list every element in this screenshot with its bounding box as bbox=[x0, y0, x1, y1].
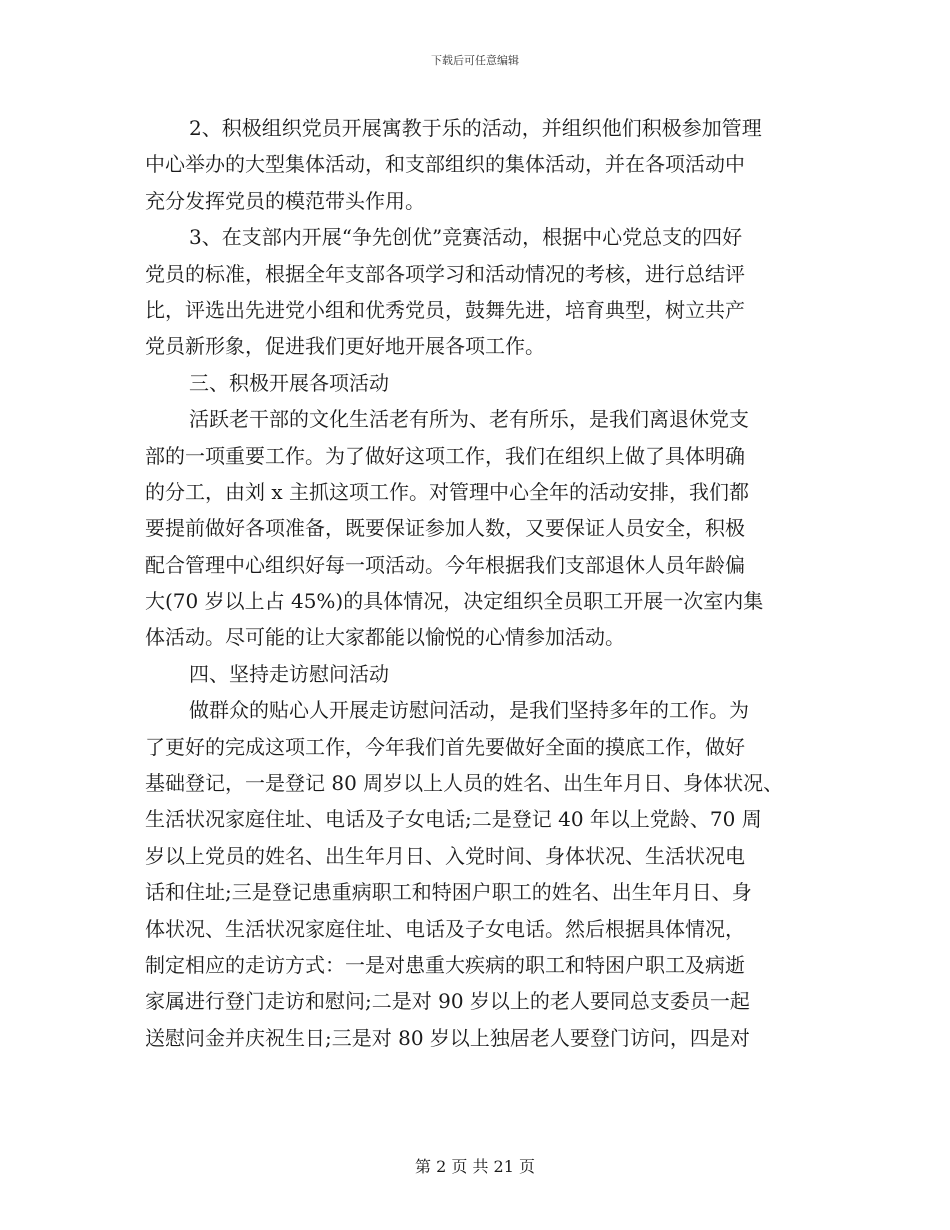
document-body bbox=[145, 110, 815, 1056]
section-heading: 四、坚持走访慰问活动 bbox=[189, 661, 389, 686]
paragraph-line: 了更好的完成这项工作，今年我们首先要做好全面的摸底工作，做好 bbox=[145, 734, 745, 759]
page-number-footer: 第 2 页 共 21 页 bbox=[415, 1157, 535, 1176]
paragraph-line: 党员新形象，促进我们更好地开展各项工作。 bbox=[145, 334, 545, 359]
paragraph-line: 体活动。尽可能的让大家都能以愉悦的心情参加活动。 bbox=[145, 625, 625, 650]
paragraph-line: 制定相应的走访方式：一是对患重大疾病的职工和特困户职工及病逝 bbox=[145, 952, 745, 977]
paragraph-line: 岁以上党员的姓名、出生年月日、入党时间、身体状况、生活状况电 bbox=[145, 843, 745, 868]
paragraph-line: 党员的标准，根据全年支部各项学习和活动情况的考核，进行总结评 bbox=[145, 261, 745, 286]
paragraph-line: 体状况、生活状况家庭住址、电话及子女电话。然后根据具体情况， bbox=[145, 916, 745, 941]
paragraph-line: 比，评选出先进党小组和优秀党员，鼓舞先进，培育典型，树立共产 bbox=[145, 297, 745, 322]
paragraph-line: 生活状况家庭住址、电话及子女电话;二是登记 40 年以上党龄、70 周 bbox=[145, 807, 762, 832]
paragraph-line: 做群众的贴心人开展走访慰问活动，是我们坚持多年的工作。为 bbox=[189, 698, 749, 723]
paragraph-line: 送慰问金并庆祝生日;三是对 80 岁以上独居老人要登门访问，四是对 bbox=[145, 1025, 750, 1050]
page-header: 下载后可任意编辑 bbox=[431, 54, 519, 67]
paragraph-line: 话和住址;三是登记患重病职工和特困户职工的姓名、出生年月日、身 bbox=[145, 880, 752, 905]
paragraph-line: 充分发挥党员的模范带头作用。 bbox=[145, 188, 425, 213]
paragraph-line: 大(70 岁以上占 45%)的具体情况，决定组织全员职工开展一次室内集 bbox=[145, 589, 764, 614]
paragraph-line: 部的一项重要工作。为了做好这项工作，我们在组织上做了具体明确 bbox=[145, 443, 745, 468]
paragraph-line: 基础登记，一是登记 80 周岁以上人员的姓名、出生年月日、身体状况、 bbox=[145, 771, 784, 796]
paragraph-line: 2、积极组织党员开展寓教于乐的活动，并组织他们积极参加管理 bbox=[189, 116, 762, 140]
paragraph-line: 家属进行登门走访和慰问;二是对 90 岁以上的老人要同总支委员一起 bbox=[145, 989, 750, 1014]
paragraph-line: 的分工，由刘 x 主抓这项工作。对管理中心全年的活动安排，我们都 bbox=[145, 479, 749, 504]
paragraph-line: 配合管理中心组织好每一项活动。今年根据我们支部退休人员年龄偏 bbox=[145, 552, 745, 577]
paragraph-line: 中心举办的大型集体活动，和支部组织的集体活动，并在各项活动中 bbox=[145, 152, 745, 177]
paragraph-line: 活跃老干部的文化生活老有所为、老有所乐，是我们离退休党支 bbox=[189, 407, 749, 432]
paragraph-line: 要提前做好各项准备，既要保证参加人数，又要保证人员安全，积极 bbox=[145, 516, 745, 541]
paragraph-line: 3、在支部内开展“争先创优”竞赛活动，根据中心党总支的四好 bbox=[189, 225, 743, 250]
section-heading: 三、积极开展各项活动 bbox=[189, 370, 389, 395]
